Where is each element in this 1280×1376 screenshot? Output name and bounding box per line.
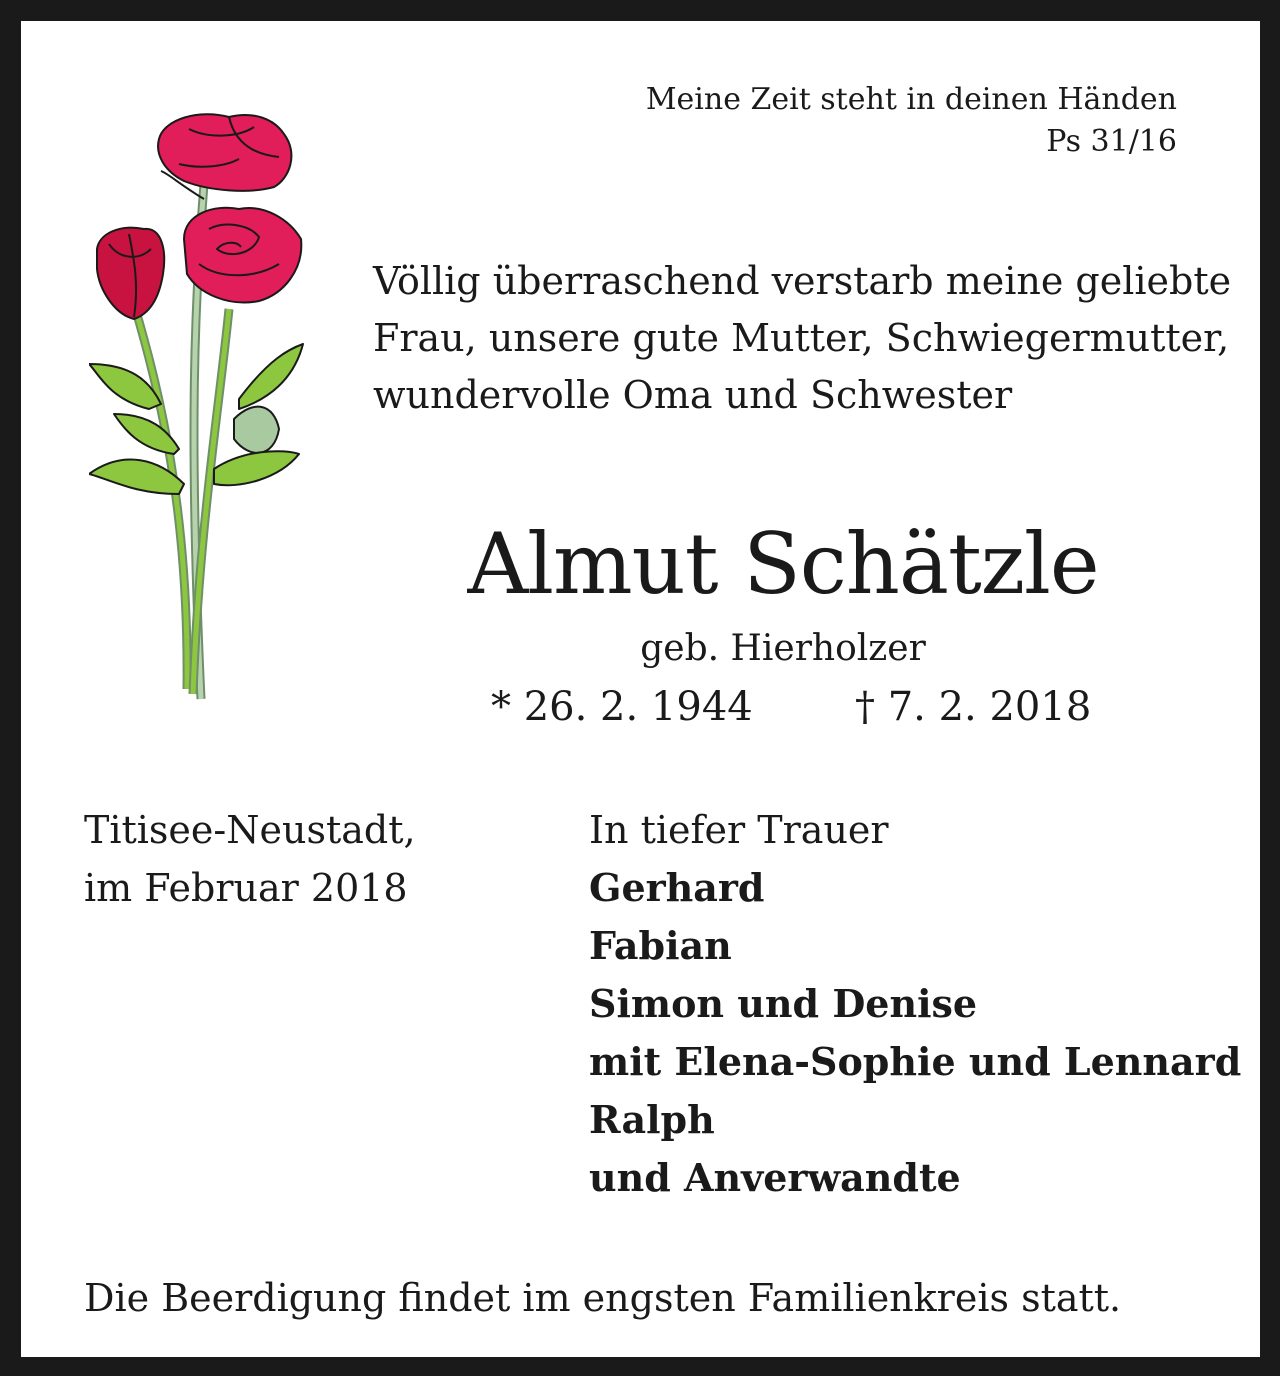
place-date bbox=[84, 801, 416, 917]
mourners-heading: In tiefer Trauer bbox=[589, 808, 889, 852]
mourner-name: Fabian bbox=[589, 923, 732, 968]
mourners-list bbox=[589, 801, 1241, 1207]
mourner-name: mit Elena-Sophie und Lennard bbox=[589, 1039, 1242, 1084]
place-line: Titisee-Neustadt, bbox=[84, 808, 416, 852]
deceased-name: Almut Schätzle bbox=[467, 515, 1099, 613]
date-line: im Februar 2018 bbox=[84, 866, 408, 910]
verse-reference: Ps 31/16 bbox=[1046, 124, 1177, 159]
death-date: † 7. 2. 2018 bbox=[855, 684, 1092, 730]
mourner-name: und Anverwandte bbox=[589, 1155, 961, 1200]
birth-date: * 26. 2. 1944 bbox=[491, 684, 753, 730]
roses-illustration bbox=[89, 109, 329, 709]
obituary-card bbox=[21, 21, 1260, 1357]
intro-line: Völlig überraschend verstarb meine geliebte bbox=[373, 259, 1232, 303]
funeral-note: Die Beerdigung findet im engsten Familienkreis statt. bbox=[84, 1276, 1122, 1320]
mourner-name: Gerhard bbox=[589, 865, 765, 910]
mourner-name: Ralph bbox=[589, 1097, 715, 1142]
verse-text: Meine Zeit steht in deinen Händen bbox=[645, 82, 1177, 117]
maiden-name: geb. Hierholzer bbox=[640, 628, 926, 669]
intro-line: wundervolle Oma und Schwester bbox=[373, 373, 1013, 417]
intro-line: Frau, unsere gute Mutter, Schwiegermutter, bbox=[373, 316, 1230, 360]
intro-text bbox=[373, 253, 1231, 424]
mourner-name: Simon und Denise bbox=[589, 981, 978, 1026]
